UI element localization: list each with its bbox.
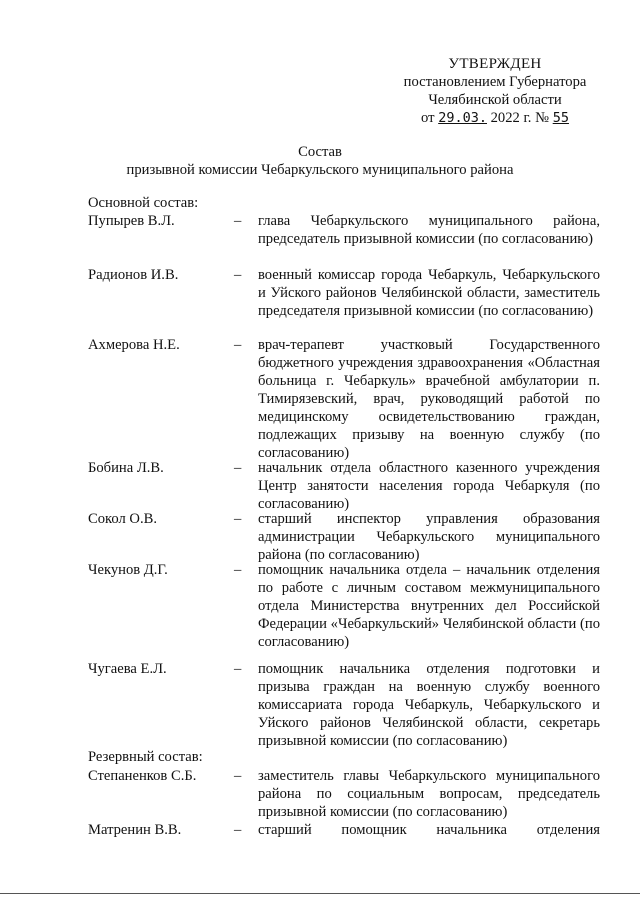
approval-date-prefix: от xyxy=(421,110,435,126)
approval-date-value: 29.03. xyxy=(438,110,487,126)
approval-date-suffix: 2022 г. № xyxy=(490,110,550,126)
reserve-section-label: Резервный состав: xyxy=(88,749,203,765)
member-name: Радионов И.В. xyxy=(88,267,179,283)
member-dash: – xyxy=(234,822,242,838)
main-section-label: Основной состав: xyxy=(88,195,199,211)
member-dash: – xyxy=(234,213,242,229)
member-role: глава Чебаркульского муниципального района, председатель призывной комиссии (по согласованию) xyxy=(258,213,600,247)
member-role: заместитель главы Чебаркульского муниципального района по социальным вопросам, председатель призывной комиссии (по согласованию) xyxy=(258,768,600,820)
member-dash: – xyxy=(234,511,242,527)
member-name: Чугаева Е.Л. xyxy=(88,661,167,677)
approval-title: УТВЕРЖДЕН xyxy=(448,56,542,72)
member-dash: – xyxy=(234,768,242,784)
member-name: Степаненков С.Б. xyxy=(88,768,197,784)
member-name: Пупырев В.Л. xyxy=(88,213,175,229)
member-role: врач-терапевт участковый Государственного бюджетного учреждения здравоохранения «Областная больница г. Чебаркуль» врачебной амбулатории п. Тимирязевский, врач, руководящий работой по медицинскому освидетельствованию граждан, подлежащих призыву на военную службу (по согласованию) xyxy=(258,337,600,461)
member-name: Бобина Л.В. xyxy=(88,460,164,476)
member-name: Чекунов Д.Г. xyxy=(88,562,168,578)
member-name: Ахмерова Н.Е. xyxy=(88,337,180,353)
member-role: начальник отдела областного казенного учреждения Центр занятости населения города Чебаркуля (по согласованию) xyxy=(258,460,600,512)
heading-line1: Состав xyxy=(298,144,342,160)
member-dash: – xyxy=(234,337,242,353)
member-role: военный комиссар города Чебаркуль, Чебаркульского и Уйского районов Челябинской области, заместитель председателя призывной комиссии (по согласованию) xyxy=(258,267,600,319)
approval-number: 55 xyxy=(552,110,569,126)
approval-date-line xyxy=(390,109,600,127)
member-role: старший помощник начальника отделения xyxy=(258,822,600,838)
member-name: Матренин В.В. xyxy=(88,822,182,838)
member-dash: – xyxy=(234,562,242,578)
member-role: помощник начальника отдела – начальник отделения по работе с личным составом межмуниципального отдела Министерства внутренних дел Российской Федерации «Чебаркульский» Челябинской области (по согласованию) xyxy=(258,562,600,650)
member-dash: – xyxy=(234,460,242,476)
member-dash: – xyxy=(234,267,242,283)
heading-line2: призывной комиссии Чебаркульского муниципального района xyxy=(126,162,514,178)
approval-line1: постановлением Губернатора xyxy=(403,74,587,90)
approval-block xyxy=(390,55,600,127)
member-name: Сокол О.В. xyxy=(88,511,157,527)
page-bottom-edge xyxy=(0,893,640,894)
member-role: старший инспектор управления образования администрации Чебаркульского муниципального района (по согласованию) xyxy=(258,511,600,563)
member-role: помощник начальника отделения подготовки и призыва граждан на военную службу военного комиссариата города Чебаркуль, Чебаркульского и Уйского районов Челябинской области, секретарь призывной комиссии (по согласованию) xyxy=(258,661,600,749)
approval-line2: Челябинской области xyxy=(428,92,562,108)
member-dash: – xyxy=(234,661,242,677)
document-heading xyxy=(0,143,640,179)
